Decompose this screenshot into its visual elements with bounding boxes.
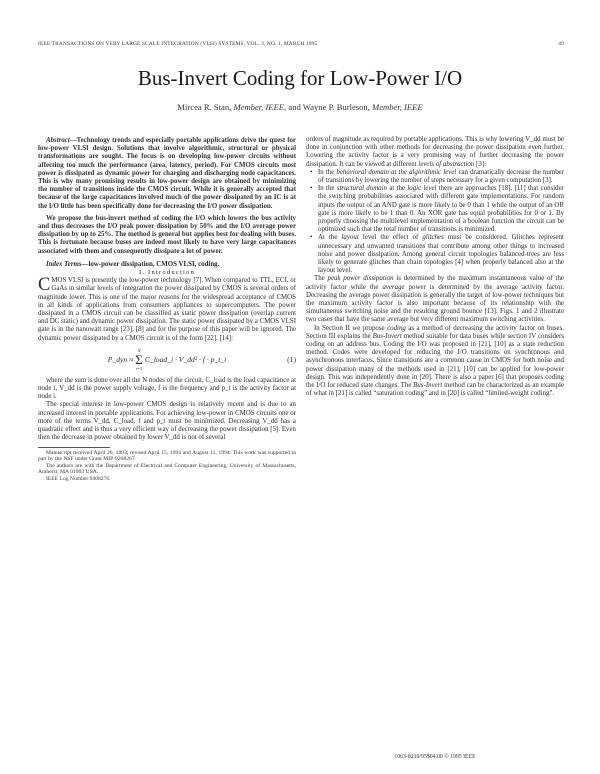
- right-para1-text: orders of magnitude as required by portable applications. This is why lowering V_dd must be done in conjunction with other methods for decreasing the power dissipation even further. Lowering the activity factor is a very promising way of further decreasing the power dissipation. It can be viewed at different: [306, 136, 564, 168]
- sum-lower-limit: i=1: [135, 366, 143, 372]
- paper-title: Bus-Invert Coding for Low-Power I/O: [137, 66, 463, 90]
- bullet1-pre: In the: [318, 168, 335, 176]
- bullet1-italic: behavioral domain at the algorithmic level: [336, 168, 457, 176]
- para2-mid: is determined by the maximum instantaneous value of the activity factor while the: [306, 275, 564, 291]
- list-item: [318, 234, 564, 275]
- footnote-affiliation: The authors are with the Department of Electrical and Computer Engineering, University of Massachusetts, Amherst, MA 01003 USA.: [38, 462, 296, 475]
- bullet2-italic2: logic level: [407, 185, 437, 193]
- journal-header: IEEE TRANSACTIONS ON VERY LARGE SCALE INTEGRATION (VLSI) SYSTEMS, VOL. 3, NO. 1, MARCH 1995: [38, 41, 318, 47]
- para3-italic: coding: [387, 324, 406, 332]
- bullet2-mid: at the: [389, 185, 406, 193]
- drop-cap: C: [38, 275, 51, 296]
- intro-text-1: MOS VLSI is presently the low-power technology [7]. When compared to TTL, ECL or GaAs in similar levels of integration the power dissipated by CMOS is several orders of magnitude lower. This is one of the major reasons for the widespread acceptance of CMOS in all kinds of applications from consumers appliances to supercomputers. The power dissipated in a CMOS circuit can be classified as static power dissipation (overlap current and DC static) and dynamic power dissipation. The static power dissipated by a CMOS VLSI gate is in the nanowatt range [23], [8] and for the purpose of this paper will be ignored. The dynamic power dissipated by a CMOS circuit is of the form [22], [14]:: [38, 277, 296, 342]
- list-item: [318, 169, 564, 185]
- equation-number: (1): [287, 354, 296, 364]
- index-terms-label: Index Terms—: [46, 260, 89, 268]
- para2-italic: peak power dissipation: [327, 275, 394, 283]
- author-2-role: Member, IEEE: [372, 102, 423, 112]
- para2-pre: The: [314, 275, 325, 283]
- para3-italic2: Bus-Invert: [372, 332, 402, 340]
- abstract-label: Abstract—: [46, 137, 77, 144]
- footnote-rule: [38, 447, 110, 448]
- abstraction-list: [306, 169, 564, 276]
- para3-post2: method can be characterized as an example of what in [21] is called “saturation coding” and in [20] is called “limited-weight coding”.: [306, 382, 564, 398]
- section-heading: I. Introduction: [138, 269, 196, 277]
- bullet3-italic2: glitches: [422, 234, 444, 242]
- bullet3-pre: At the: [318, 234, 338, 242]
- bullet2-italic: structural domain: [336, 185, 387, 193]
- bullet1-post: can dramatically decrease the number of transitions by lowering the number of steps necessary for a given computation [3].: [318, 168, 565, 185]
- author-1-role: Member, IEEE,: [233, 102, 287, 112]
- author-line: [0, 102, 600, 112]
- bullet2-post: there are approaches [18], [11] that consider the switching probabilities associated with different gate implementations. For random inputs the output of an AND gate is more likely to be 0 than 1 while the output of an OR gate is more likely to be 1 than 0. An XOR gate has equal probabilities for 0 or 1. By properly choosing the multilevel implementation of a boolean function the circuit can be optimized such that the total number of transitions is minimized.: [318, 185, 564, 234]
- right-para1-end: [3]:: [476, 160, 486, 168]
- bullet3-mid: level the effect of: [362, 234, 419, 242]
- bullet2-pre: In the: [318, 185, 335, 193]
- author-1: Mircea R. Stan,: [177, 102, 232, 112]
- equation-body: C_load_i · V_dd² · f · p_t_i: [144, 354, 227, 364]
- equation-1: [38, 346, 296, 374]
- para3-mid: as a method of decreasing the activity factor on buses. Section III explains the: [306, 324, 565, 340]
- bullet3-post: must be considered. Glitches represent unnecessary and unwanted transitions that contribute among other things to increased noise and power dissipation. Among general circuit topologies balanced-trees are less likely to generate glitches than chain topologies [4] when properly balanced also at the layout level.: [318, 234, 564, 275]
- para2-italic2: average: [382, 283, 405, 291]
- footnote-ieee-log: IEEE Log Number 9408276.: [46, 475, 111, 482]
- equation-lhs: P_dyn ≈: [107, 354, 134, 364]
- levels-of-abstraction: levels of abstraction: [418, 160, 475, 168]
- copyright-id: 1063-8210/95$04.00 © 1995 IEEE: [394, 754, 476, 760]
- intro-paragraph-2: where the sum is done over all the N nodes of the circuit, C_load is the load capacitance at node i, V_dd is the power supply voltage, f is the frequency and p_t is the activity factor at node i.: [38, 376, 296, 401]
- footnote-received: Manuscript received April 26, 1993; revised April 15, 1994 and August 11, 1994. This work was supported in part by the NSF under Grant MIP-9208267.: [38, 449, 296, 462]
- right-paragraph-3: [306, 325, 564, 399]
- right-column: [306, 136, 564, 399]
- abstract: [38, 137, 296, 256]
- abstract-text: Technology trends and especially portable applications drive the quest for low-power VLSI design. Solutions that involve algorithmic, structural or physical transformations are sought. The focus is on developing low-power circuits without affecting too much the performance (area, latency, period). For CMOS circuits most power is dissipated as dynamic power for charging and discharging node capacitances. This is why many promising results in low-power design are obtained by minimizing the number of transitions inside the CMOS circuit. While it is generally accepted that because of the large capacitances involved much of the power dissipated by an IC is at the I/O little has been specifically done for decreasing the I/O power dissipation.: [38, 137, 296, 210]
- right-paragraph-2: [306, 275, 564, 324]
- para3-pre: In Section II we propose: [314, 324, 385, 332]
- index-terms-text: low-power dissipation, CMOS VLSI, coding.: [88, 260, 220, 268]
- page-number: 49: [558, 41, 564, 47]
- right-paragraph-1: [306, 136, 564, 169]
- index-terms: [38, 261, 296, 269]
- left-column: [38, 137, 296, 482]
- sigma-symbol: Σ: [135, 352, 143, 368]
- para3-post: method suitable for data buses while section IV considers coding on an address bus. Coding the I/O was proposed in [21], [10] as a state reduction method. Codes were developed for reducing the I/O transitions on synchronous and asynchronous interfaces. Since transitions are a common cause in CMOS for both noise and power dissipation many of the methods used in [21], [10] can be applied for low-power design. This was independently done in [20]. There is also a paper [6] that proposes coding the I/O for reduced state changes. The: [306, 332, 565, 390]
- abstract-text-2: We propose the bus-invert method of coding the I/O which lowers the bus activity and thus decreases the I/O peak power dissipation by 50% and the I/O average power dissipation by up to 25%. The method is general but applies best for dealing with buses. This is fortunate because buses are indeed most likely to have very large capacitances associated with them and consequently dissipate a lot of power.: [38, 214, 296, 255]
- author-2: and Wayne P. Burleson,: [288, 102, 370, 112]
- para3-italic3: Bus-Invert: [413, 382, 443, 390]
- running-head: [38, 41, 564, 47]
- list-item: [318, 185, 564, 234]
- para2-post: power is determined by the average activity factor. Decreasing the average power dissipation is generally the target of low-power techniques but the maximum activity factor is also important because of its relationship with the simultaneous switching noise and the resulting ground bounce [13]. Figs. 1 and 2 illustrate two cases that have the same average but very different maximum switching activities.: [306, 283, 564, 324]
- intro-paragraph-3: The special interest in low-power CMOS design is relatively recent and is due to an increased interest in portable applications. For achieving low-power in CMOS circuits one or more of the terms V_dd, C_load, f and p_t must be minimized. Decreasing V_dd has a quadratic effect and is thus a very efficient way of decreasing the power dissipation [5]. Even then the decrease in power obtained by lower V_dd is not of several: [38, 401, 296, 442]
- sum-upper-limit: N: [137, 348, 141, 354]
- summation: [135, 348, 143, 371]
- bullet3-italic: layout: [341, 234, 359, 242]
- intro-paragraph-1: [38, 277, 296, 343]
